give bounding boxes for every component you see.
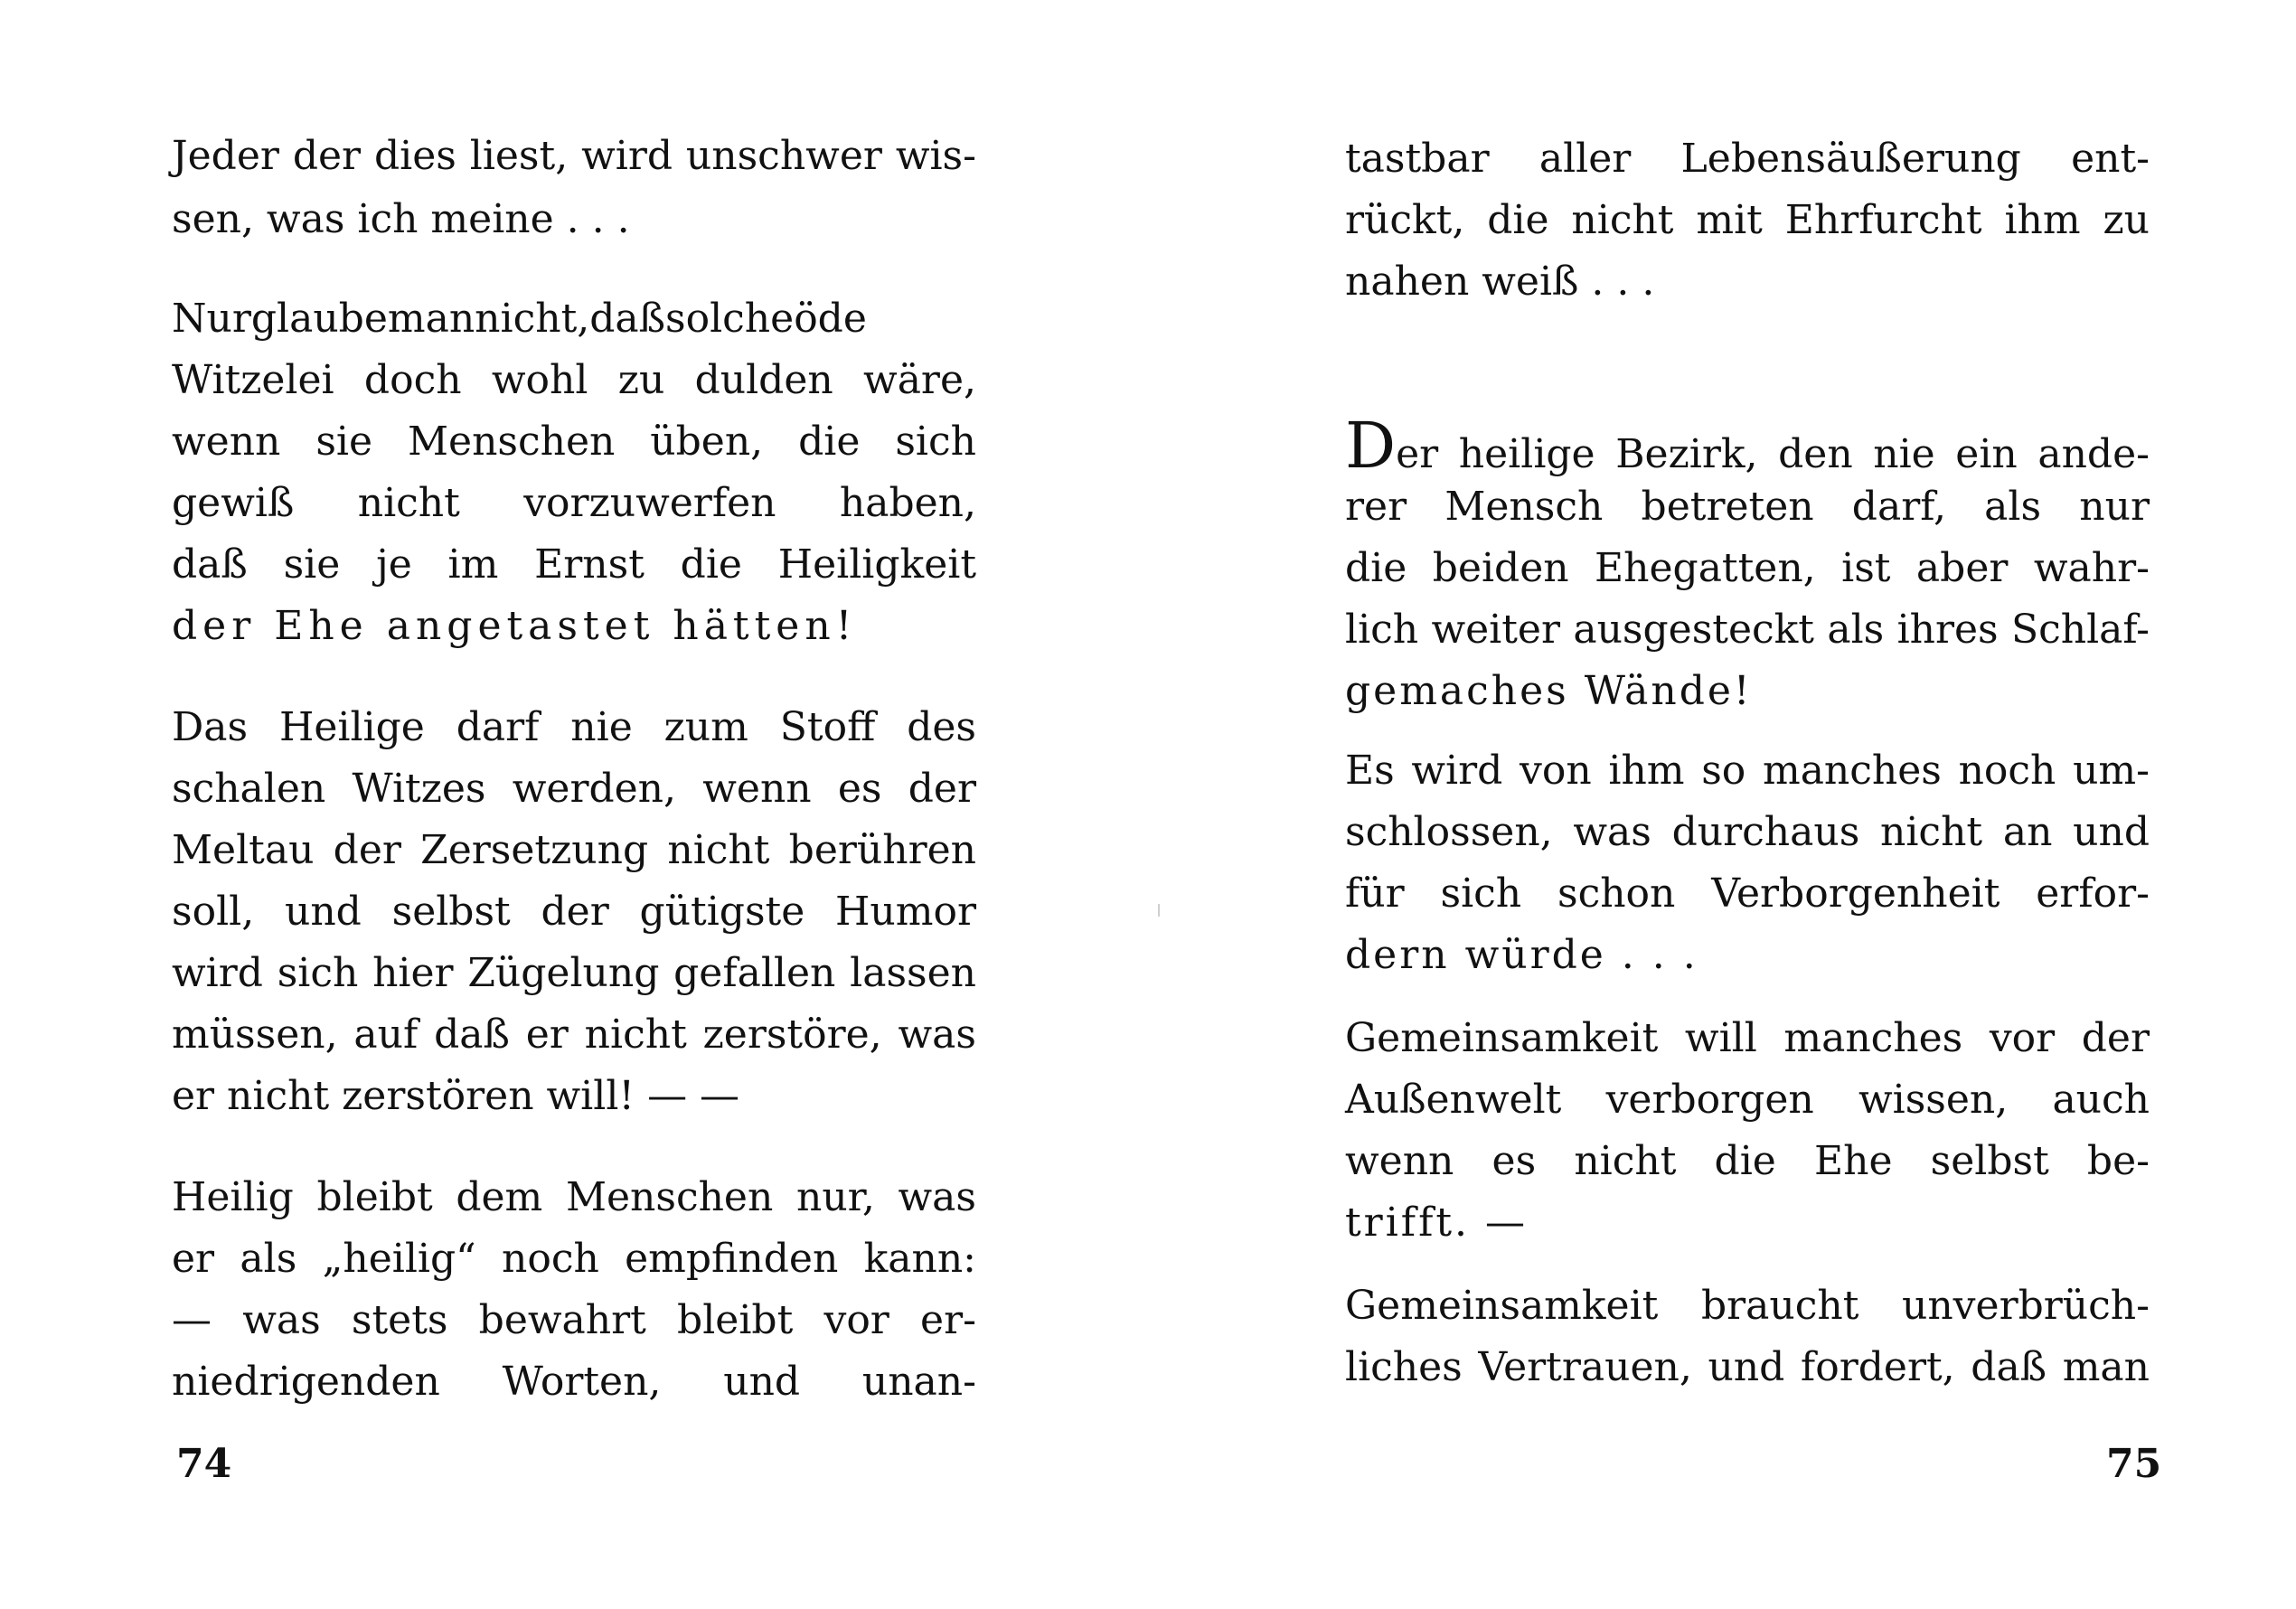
text-line: für sich schon Verborgenheit erfor-	[1345, 870, 2150, 917]
text-line: gewiß nicht vorzuwerfen haben,	[172, 480, 976, 526]
text-line: Jeder der dies liest, wird unschwer wis-	[172, 133, 976, 179]
text-line: wird sich hier Zügelung gefallen lassen	[172, 950, 976, 996]
text-line: er als „heilig“ noch empfinden kann:	[172, 1236, 976, 1282]
drop-cap: D	[1345, 409, 1397, 483]
text-line: die beiden Ehegatten, ist aber wahr-	[1345, 545, 2150, 591]
text-line: Gemeinsamkeit braucht unverbrüch-	[1345, 1283, 2150, 1329]
text-line: Das Heilige darf nie zum Stoff des	[172, 704, 976, 750]
text-line: daß sie je im Ernst die Heiligkeit	[172, 541, 976, 588]
text-line: rückt, die nicht mit Ehrfurcht ihm zu	[1345, 197, 2150, 243]
text-line-rest: er heilige Bezirk, den nie ein ande-	[1396, 431, 2150, 477]
text-line: lich weiter ausgesteckt als ihres Schlaf-	[1345, 607, 2150, 653]
text-line: trifft. —	[1345, 1200, 1529, 1246]
text-line: wenn es nicht die Ehe selbst be-	[1345, 1138, 2150, 1184]
text-line: gemaches Wände!	[1345, 668, 1753, 714]
text-line: tastbar aller Lebensäußerung ent-	[1345, 136, 2150, 182]
text-line: dern würde . . .	[1345, 932, 1698, 978]
text-line: Meltau der Zersetzung nicht berühren	[172, 827, 976, 873]
text-line: liches Vertrauen, und fordert, daß man	[1345, 1344, 2150, 1390]
text-line: niedrigenden Worten, und unan-	[172, 1359, 976, 1405]
text-line: er nicht zerstören will! — —	[172, 1073, 740, 1119]
page-number: 74	[176, 1441, 232, 1487]
text-line: schlossen, was durchaus nicht an und	[1345, 809, 2150, 855]
text-line: — was stets bewahrt bleibt vor er-	[172, 1297, 976, 1343]
text-line: Nurglaubemannicht,daßsolcheöde	[172, 296, 867, 342]
text-line: Es wird von ihm so manches noch um-	[1345, 748, 2150, 794]
text-line: Außenwelt verborgen wissen, auch	[1345, 1077, 2150, 1123]
text-line: wenn sie Menschen üben, die sich	[172, 419, 976, 465]
text-line: Heilig bleibt dem Menschen nur, was	[172, 1174, 976, 1220]
text-line: soll, und selbst der gütigste Humor	[172, 889, 976, 935]
text-line	[1345, 409, 2150, 483]
text-line: Witzelei doch wohl zu dulden wäre,	[172, 357, 976, 403]
text-line: sen, was ich meine . . .	[172, 196, 630, 242]
text-line: nahen weiß . . .	[1345, 259, 1655, 305]
text-line: Gemeinsamkeit will manches vor der	[1345, 1015, 2150, 1061]
text-line: der Ehe angetastet hätten!	[172, 603, 858, 649]
page-number: 75	[2106, 1441, 2162, 1487]
text-line: rer Mensch betreten darf, als nur	[1345, 484, 2150, 530]
text-line: müssen, auf daß er nicht zerstöre, was	[172, 1012, 976, 1058]
right-page	[1148, 0, 2296, 1609]
text-line: schalen Witzes werden, wenn es der	[172, 766, 976, 812]
